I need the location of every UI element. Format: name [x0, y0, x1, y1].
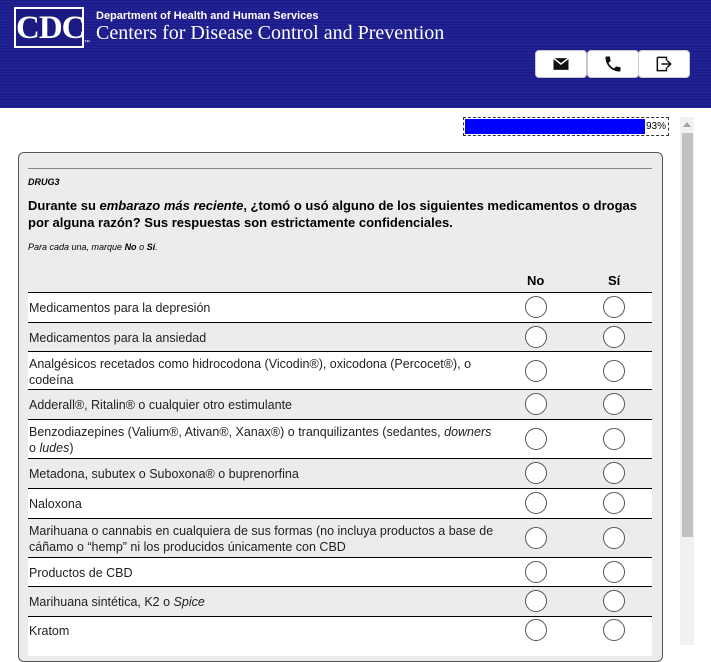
radio-no[interactable] — [525, 428, 547, 450]
progress-fill — [465, 119, 645, 134]
table-row — [28, 586, 652, 616]
radio-no[interactable] — [525, 590, 547, 612]
site-header — [0, 0, 711, 108]
column-header-si: Sí — [608, 273, 621, 288]
table-row — [28, 518, 652, 557]
row-label: Naloxona — [29, 497, 82, 511]
radio-si[interactable] — [603, 619, 625, 641]
row-label: Adderall®, Ritalin® o cualquier otro estimulante — [29, 398, 292, 412]
radio-no[interactable] — [525, 360, 547, 382]
radio-no[interactable] — [525, 492, 547, 514]
table-row — [28, 557, 652, 586]
row-label-italic: downers — [444, 425, 492, 439]
row-label: Marihuana o cannabis en cualquiera de sus formas (no incluya productos a base de cáñamo o “hemp” ni los producidos únicamente con CBD — [29, 524, 494, 554]
row-label: Metadona, subutex o Suboxona® o buprenorfina — [29, 467, 299, 481]
divider — [28, 168, 652, 169]
radio-si[interactable] — [603, 527, 625, 549]
row-label-italic: Spice — [173, 595, 205, 609]
column-header-no: No — [527, 273, 545, 288]
radio-si[interactable] — [603, 492, 625, 514]
question-id: DRUG3 — [28, 177, 60, 187]
table-row — [28, 458, 652, 488]
radio-si[interactable] — [603, 296, 625, 318]
row-label: Kratom — [29, 624, 70, 638]
row-label-part: Benzodiazepines (Valium®, Ativan®, Xanax®) o tranquilizantes (sedantes, — [29, 425, 445, 439]
row-label-part: Marihuana sintética, K2 o — [29, 595, 174, 609]
instruction-part: Para cada una, marque — [28, 242, 125, 252]
radio-no[interactable] — [525, 619, 547, 641]
department-name: Department of Health and Human Services — [96, 10, 319, 22]
mail-icon — [551, 54, 571, 74]
phone-button[interactable] — [587, 50, 639, 78]
scroll-thumb[interactable] — [682, 133, 693, 537]
table-row — [28, 389, 652, 419]
row-label: Analgésicos recetados como hidrocodona (Vicodin®), oxicodona (Percocet®), o codeína — [29, 357, 472, 387]
radio-si[interactable] — [603, 393, 625, 415]
exit-button[interactable] — [638, 50, 690, 78]
row-label: Productos de CBD — [29, 566, 133, 580]
table-row — [28, 322, 652, 351]
cdc-logo-text: CDC — [16, 10, 85, 46]
table-row — [28, 488, 652, 518]
question-text-part: , ¿tomó o usó alguno de los siguientes medicamentos o drogas por alguna razón? Sus respuestas son estrictamente confidenciales. — [28, 198, 637, 230]
vertical-scrollbar[interactable] — [680, 117, 694, 645]
row-label-part: ) — [69, 441, 74, 455]
row-label — [29, 424, 499, 456]
instruction-part: o — [136, 242, 147, 252]
progress-bar — [463, 117, 669, 136]
table-row — [28, 616, 652, 656]
instruction-si: Sí — [146, 242, 156, 252]
radio-no[interactable] — [525, 462, 547, 484]
mail-button[interactable] — [535, 50, 587, 78]
scroll-up-arrow-icon[interactable] — [680, 117, 694, 131]
table-row — [28, 351, 652, 389]
cdc-logo — [14, 7, 84, 48]
agency-name: Centers for Disease Control and Prevention — [96, 22, 445, 44]
radio-no[interactable] — [525, 296, 547, 318]
radio-si[interactable] — [603, 428, 625, 450]
table-row — [28, 292, 652, 322]
phone-icon — [603, 54, 623, 74]
instruction-text — [28, 242, 158, 252]
question-panel — [18, 152, 663, 662]
instruction-no: No — [124, 242, 137, 252]
radio-no[interactable] — [525, 561, 547, 583]
row-label: Medicamentos para la depresión — [29, 301, 211, 315]
trademark-mark: ™ — [84, 40, 90, 46]
row-label-part: o — [29, 441, 40, 455]
radio-no[interactable] — [525, 326, 547, 348]
row-label — [29, 594, 499, 610]
radio-si[interactable] — [603, 561, 625, 583]
radio-si[interactable] — [603, 360, 625, 382]
table-row — [28, 419, 652, 458]
radio-si[interactable] — [603, 462, 625, 484]
question-text — [28, 197, 658, 231]
radio-no[interactable] — [525, 393, 547, 415]
question-text-part: Durante su — [28, 198, 100, 213]
question-text-emphasis: embarazo más reciente — [99, 198, 244, 213]
row-label: Medicamentos para la ansiedad — [29, 331, 207, 345]
radio-si[interactable] — [603, 590, 625, 612]
radio-no[interactable] — [525, 527, 547, 549]
radio-si[interactable] — [603, 326, 625, 348]
row-label-italic: ludes — [39, 441, 70, 455]
instruction-part: . — [155, 242, 158, 252]
exit-icon — [654, 54, 674, 74]
progress-label: 93% — [645, 121, 666, 132]
